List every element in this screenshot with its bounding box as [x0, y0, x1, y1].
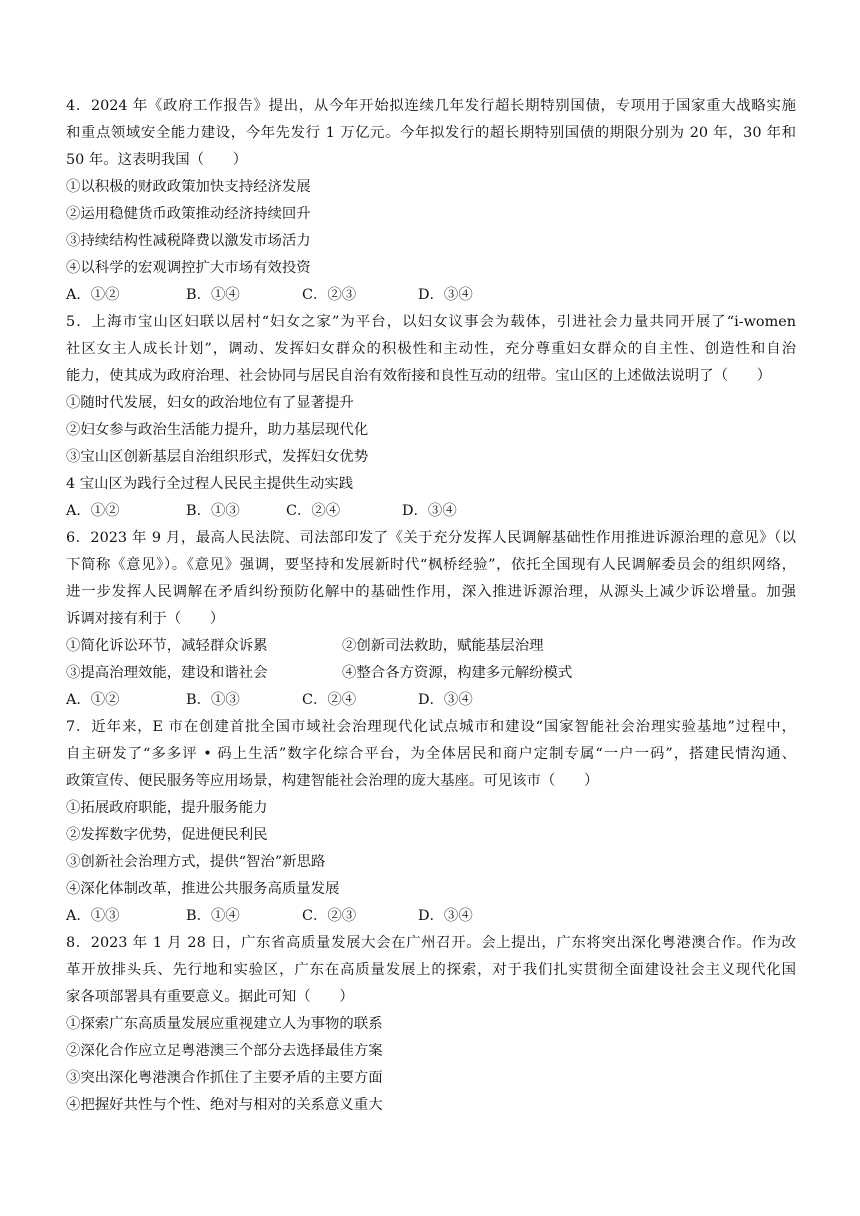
q6-option-a: A．①②	[66, 692, 120, 708]
q4-stem-line-2: 和重点领域安全能力建设，今年先发行 1 万亿元。今年拟发行的超长期特别国债的期限分别为 20 年，30 年和	[66, 125, 796, 141]
q8-item-3: ③突出深化粤港澳合作抓住了主要矛盾的主要方面	[66, 1070, 383, 1086]
q5-item-3: ③宝山区创新基层自治组织形式，发挥妇女优势	[66, 449, 369, 465]
q7-item-1: ①拓展政府职能，提升服务能力	[66, 800, 268, 816]
q6-item-3: ③提高治理效能，建设和谐社会	[66, 665, 268, 681]
q7-option-d: D．③④	[418, 908, 473, 924]
q6-item-4: ④整合各方资源，构建多元解纷模式	[342, 665, 573, 681]
q4-option-c: C．②③	[302, 287, 357, 303]
q6-item-2: ②创新司法救助，赋能基层治理	[342, 638, 544, 654]
q4-item-4: ④以科学的宏观调控扩大市场有效投资	[66, 260, 311, 276]
q7-option-b: B．①④	[186, 908, 240, 924]
q7-option-a: A．①③	[66, 908, 120, 924]
q6-stem-line-3: 进一步发挥人民调解在矛盾纠纷预防化解中的基础性作用，深入推进诉源治理，从源头上减少诉讼增量。加强	[66, 584, 796, 600]
q4-stem-line-3: 50 年。这表明我国（ ）	[66, 152, 248, 168]
q8-stem-line-3: 家各项部署具有重要意义。据此可知（ ）	[66, 989, 354, 1005]
q6-stem-line-2: 下简称《意见》）。《意见》强调，要坚持和发展新时代“枫桥经验”，依托全国现有人民调解委员会的组织网络，	[66, 557, 796, 573]
q4-option-a: A．①②	[66, 287, 120, 303]
q7-stem-line-3: 政策宣传、便民服务等应用场景，构建智能社会治理的庞大基座。可见该市（ ）	[66, 773, 599, 789]
q5-stem-line-2: 社区女主人成长计划”，调动、发挥妇女群众的积极性和主动性，充分尊重妇女群众的自主性、创造性和自治	[66, 341, 796, 357]
q6-option-c: C．②④	[302, 692, 357, 708]
q8-stem-line-2: 革开放排头兵、先行地和实验区，广东在高质量发展上的探索，对于我们扎实贯彻全面建设社会主义现代化国	[66, 962, 796, 978]
q4-item-1: ①以积极的财政政策加快支持经济发展	[66, 179, 311, 195]
q8-stem-line-1: 8．2023 年 1 月 28 日，广东省高质量发展大会在广州召开。会上提出，广东将突出深化粤港澳合作。作为改	[66, 935, 796, 951]
q7-item-3: ③创新社会治理方式，提供“智治”新思路	[66, 854, 326, 870]
q6-option-d: D．③④	[418, 692, 473, 708]
q4-item-2: ②运用稳健货币政策推动经济持续回升	[66, 206, 311, 222]
q6-stem-line-4: 诉调对接有利于（ ）	[66, 611, 225, 627]
q5-item-4: 4 宝山区为践行全过程人民民主提供生动实践	[66, 476, 354, 492]
q7-item-2: ②发挥数字优势，促进便民利民	[66, 827, 268, 843]
q5-option-a: A．①②	[66, 503, 120, 519]
q4-option-b: B．①④	[186, 287, 240, 303]
q7-stem-line-1: 7．近年来，E 市在创建首批全国市域社会治理现代化试点城市和建设“国家智能社会治理实验基地”过程中，	[66, 719, 796, 735]
q5-stem-line-1: 5．上海市宝山区妇联以居村“妇女之家”为平台，以妇女议事会为载体，引进社会力量共同开展了“i-women	[66, 314, 796, 330]
q4-item-3: ③持续结构性减税降费以激发市场活力	[66, 233, 311, 249]
q7-option-c: C．②③	[302, 908, 357, 924]
q8-item-2: ②深化合作应立足粤港澳三个部分去选择最佳方案	[66, 1043, 383, 1059]
q8-item-4: ④把握好共性与个性、绝对与相对的关系意义重大	[66, 1097, 383, 1113]
q5-item-2: ②妇女参与政治生活能力提升，助力基层现代化	[66, 422, 369, 438]
q6-item-1: ①简化诉讼环节，减轻群众诉累	[66, 638, 268, 654]
q6-stem-line-1: 6．2023 年 9 月，最高人民法院、司法部印发了《关于充分发挥人民调解基础性作用推进诉源治理的意见》（以	[66, 530, 796, 546]
q5-option-d: D．③④	[402, 503, 457, 519]
q5-stem-line-3: 能力，使其成为政府治理、社会协同与居民自治有效衔接和良性互动的纽带。宝山区的上述做法说明了（ ）	[66, 368, 772, 384]
q5-option-b: B．①③	[186, 503, 240, 519]
q4-option-d: D．③④	[418, 287, 473, 303]
q7-item-4: ④深化体制改革，推进公共服务高质量发展	[66, 881, 340, 897]
q8-item-1: ①探索广东高质量发展应重视建立人为事物的联系	[66, 1016, 383, 1032]
q7-stem-line-2: 自主研发了“多多评 • 码上生活”数字化综合平台，为全体居民和商户定制专属“一户一码”，搭建民情沟通、	[66, 746, 796, 762]
q6-option-b: B．①③	[186, 692, 240, 708]
q4-stem-line-1: 4．2024 年《政府工作报告》提出，从今年开始拟连续几年发行超长期特别国债，专项用于国家重大战略实施	[66, 98, 796, 114]
q5-item-1: ①随时代发展，妇女的政治地位有了显著提升	[66, 395, 354, 411]
q5-option-c: C．②④	[286, 503, 341, 519]
